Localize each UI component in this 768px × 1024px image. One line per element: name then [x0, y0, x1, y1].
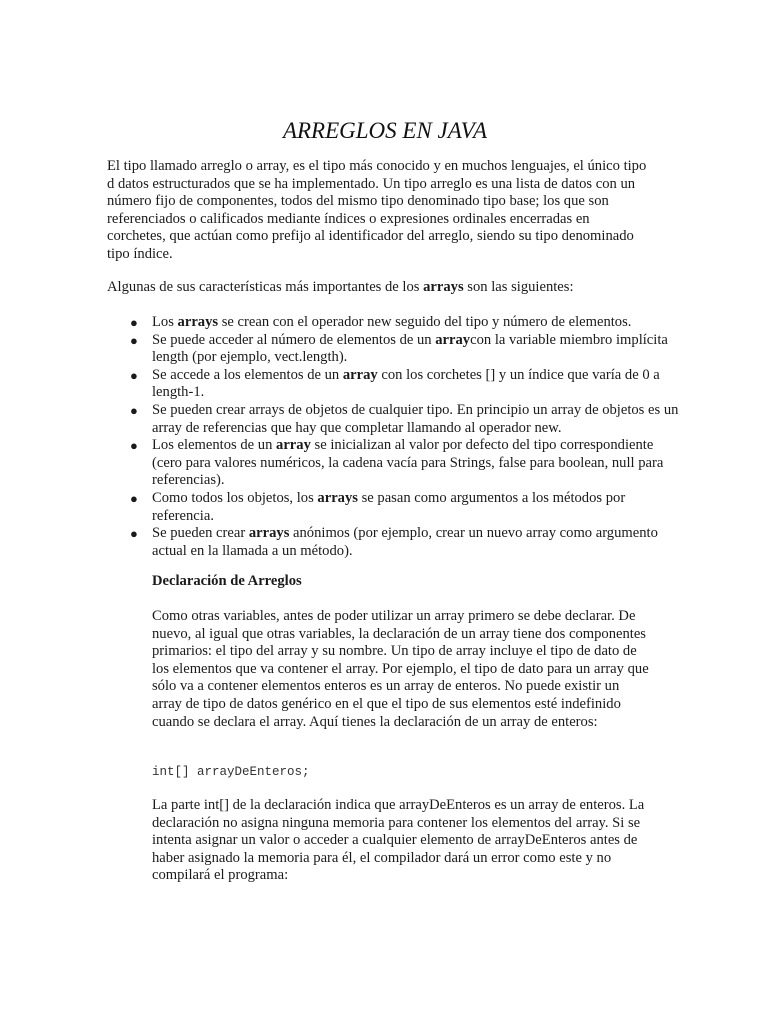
- list-item-text: Se puede acceder al número de elementos de un: [152, 331, 436, 348]
- bullet-icon: ●: [130, 438, 138, 454]
- section-paragraph-2: La parte int[] de la declaración indica que arrayDeEnteros es un array de enteros. La declaración no asigna ninguna memoria para contener los elementos del array. Si se intenta asignar un valor o acceder a cualquier elemento de arrayDeEnteros antes de haber asignado la memoria para él, el compilador dará un error como este y no compilará el programa:: [152, 797, 645, 884]
- list-item: [130, 314, 682, 332]
- bullet-icon: ●: [130, 526, 138, 542]
- list-item: [130, 366, 682, 402]
- list-item-tail: se crean con el operador new seguido del tipo y número de elementos.: [218, 314, 632, 330]
- characteristics-intro-text: Algunas de sus características más importantes de los: [107, 279, 424, 295]
- characteristics-list: [107, 314, 682, 560]
- list-item-bold: arrays: [248, 525, 290, 542]
- list-item: [130, 525, 682, 560]
- list-item-text: Como todos los objetos, los: [152, 489, 318, 506]
- list-item: [130, 401, 682, 437]
- bullet-icon: ●: [130, 332, 138, 348]
- list-item: [130, 437, 682, 490]
- characteristics-intro-tail: son las siguientes:: [463, 279, 574, 295]
- list-item-text: Los: [152, 314, 178, 330]
- list-item-text: Se pueden crear: [152, 525, 249, 542]
- list-item-tail: con la variable miembro implícita length (por ejemplo, vect.length).: [152, 331, 668, 366]
- list-item-bold: arrays: [317, 489, 358, 506]
- section-heading: Declaración de Arreglos: [152, 573, 302, 589]
- list-item-tail: con los corchetes [] y un índice que varía de 0 a length-1.: [152, 366, 660, 401]
- list-item-tail: anónimos (por ejemplo, crear un nuevo array como argumento actual en la llamada a un método).: [152, 525, 658, 559]
- list-item-bold: arrays: [177, 314, 219, 330]
- list-item-bold: array: [276, 437, 311, 454]
- list-item-tail: se pasan como argumentos a los métodos por referencia.: [152, 489, 626, 524]
- list-item: [130, 331, 682, 367]
- characteristics-intro-bold: arrays: [423, 279, 464, 295]
- page-title: ARREGLOS EN JAVA: [282, 118, 488, 143]
- list-item-tail: se inicializan al valor por defecto del tipo correspondiente (cero para valores numéricos, la cadena vacía para Strings, false para boolean, null para referencias).: [152, 437, 664, 489]
- characteristics-intro: [107, 279, 647, 297]
- section-paragraph-1: Como otras variables, antes de poder utilizar un array primero se debe declarar. De nuevo, al igual que otras variables, la declaración de un array tiene dos componentes primarios: el tipo del array y su nombre. Un tipo de array incluye el tipo de dato de los elementos que va contener el array. Por ejemplo, el tipo de dato para un array que sólo va a contener elementos enteros es un array de enteros. No puede existir un array de tipo de datos genérico en el que el tipo de sus elementos esté indefinido cuando se declara el array. Aquí tienes la declaración de un array de enteros:: [152, 608, 649, 730]
- bullet-icon: ●: [130, 315, 138, 330]
- list-item-bold: array: [435, 331, 471, 348]
- list-item-text: Se accede a los elementos de un: [152, 366, 343, 383]
- code-snippet: int[] arrayDeEnteros;: [152, 765, 310, 779]
- bullet-icon: ●: [130, 490, 138, 506]
- intro-paragraph: El tipo llamado arreglo o array, es el tipo más conocido y en muchos lenguajes, el único tipo d datos estructurados que se ha implementado. Un tipo arreglo es una lista de datos con un número fijo de componentes, todos del mismo tipo denominado tipo base; los que son referenciados o calificados mediante índices o expresiones ordinales encerradas en corchetes, que actúan como prefijo al identificador del arreglo, siendo su tipo denominado tipo índice.: [107, 158, 647, 262]
- list-item: [130, 489, 682, 525]
- list-item-text: Se pueden crear arrays de objetos de cualquier tipo. En principio un array de objetos es un array de referencias que hay que completar llamando al operador new.: [152, 401, 679, 436]
- bullet-icon: ●: [130, 367, 138, 383]
- list-item-text: Los elementos de un: [152, 437, 277, 454]
- list-item-bold: array: [342, 366, 378, 383]
- bullet-icon: ●: [130, 402, 138, 418]
